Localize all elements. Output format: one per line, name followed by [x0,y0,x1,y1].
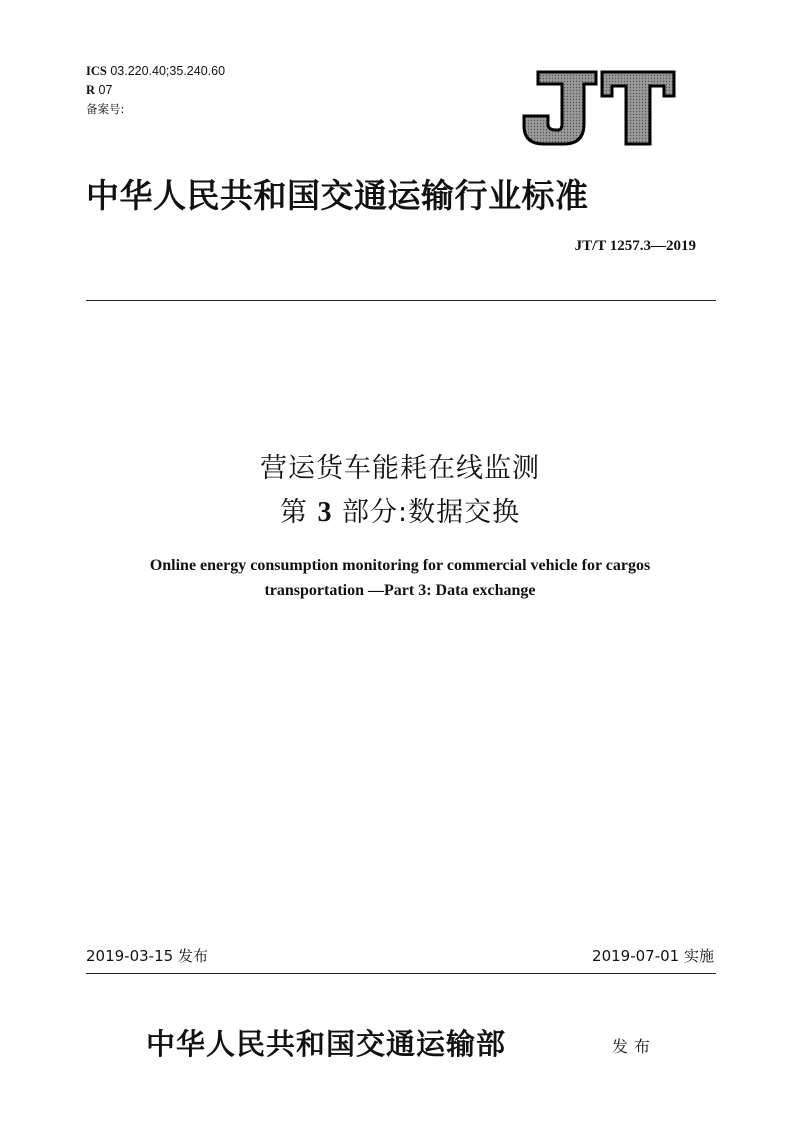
zh-part-suffix: 部分:数据交换 [342,497,521,528]
issuer-suffix: 发布 [612,1037,657,1056]
filing-number: 备案号: [86,102,125,116]
ccs-label: R [86,83,96,97]
ccs-line [86,81,225,100]
implementation-date: 2019-07-01 实施 [592,947,714,965]
footer-divider [86,973,716,974]
en-title-line1: Online energy consumption monitoring for commercial vehicle for cargos [149,557,651,574]
zh-part-prefix: 第 [279,497,308,528]
logo-letter-j [524,72,596,144]
zh-part-number: 3 [317,497,333,528]
ics-value: 03.220.40;35.240.60 [110,64,226,78]
ics-line [86,62,225,81]
logo-letter-t [602,72,674,144]
standard-code: JT/T 1257.3—2019 [574,238,696,254]
issuer-name: 中华人民共和国交通运输部 [146,1027,507,1061]
header-divider [86,300,716,301]
jt-logo [518,68,678,148]
standard-category-title: 中华人民共和国交通运输行业标准 [86,176,589,215]
ccs-value: 07 [98,83,113,97]
en-title-line2: transportation —Part 3: Data exchange [264,582,536,599]
issue-date: 2019-03-15 发布 [86,947,208,965]
header-meta [86,62,225,119]
zh-title-line2 [0,490,800,529]
ics-label: ICS [86,64,107,78]
zh-title-line1: 营运货车能耗在线监测 [260,453,540,484]
